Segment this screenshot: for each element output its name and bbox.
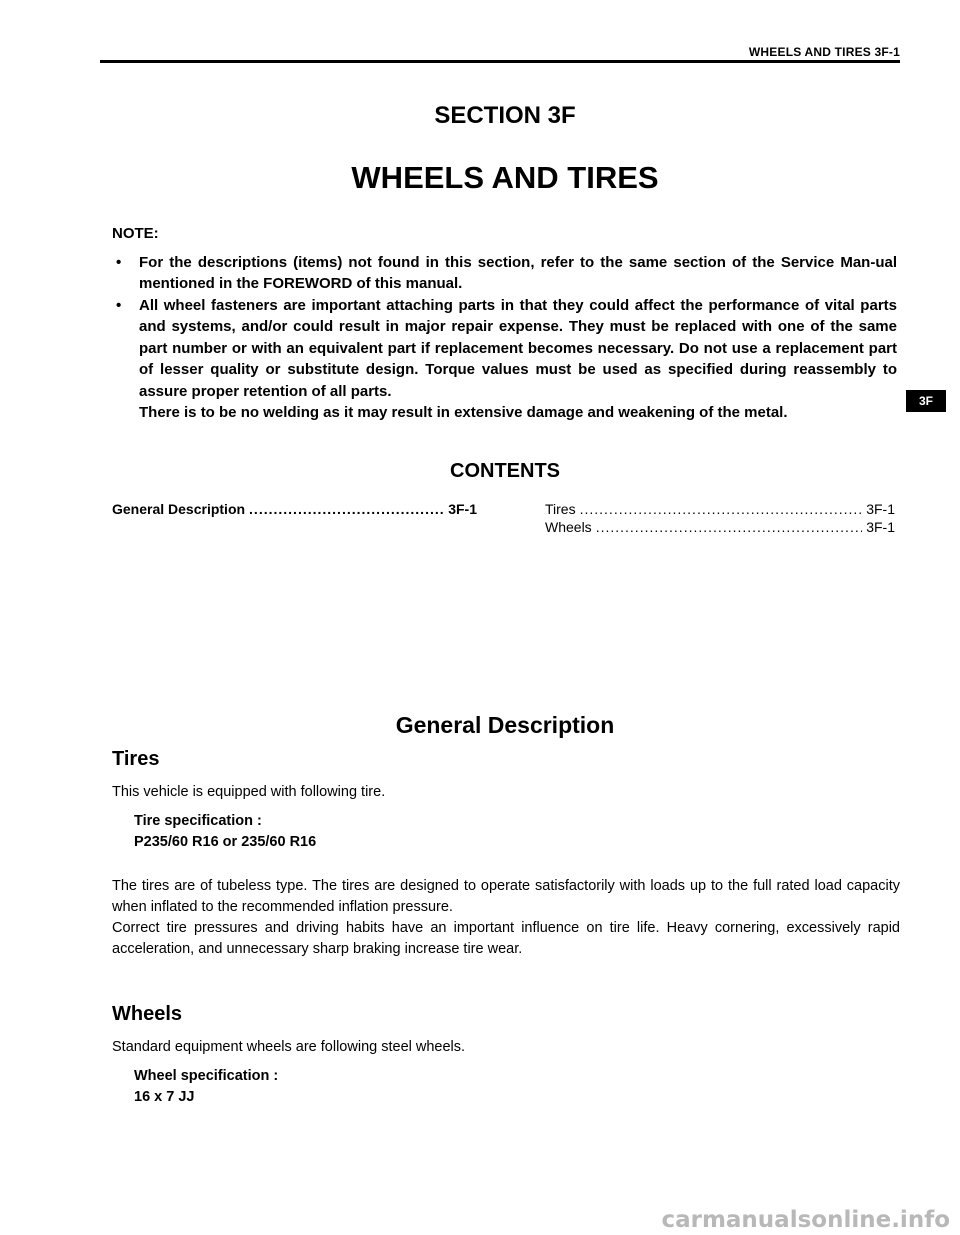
wheels-heading: Wheels: [112, 1003, 183, 1025]
toc-leader: [596, 517, 863, 537]
toc-entry-tires[interactable]: [545, 499, 895, 519]
bullet-icon: •: [116, 296, 122, 314]
note-item-text: For the descriptions (items) not found in this section, refer to the same section of the Service Man-ual mentioned in the FOREWORD of this manual.: [139, 253, 897, 292]
toc-entry-title: Wheels: [545, 519, 592, 535]
tires-description: [112, 876, 900, 960]
note-item: [112, 252, 897, 295]
header-rule: [100, 60, 900, 63]
bullet-icon: •: [116, 253, 122, 271]
toc-entry-wheels[interactable]: [545, 517, 895, 537]
toc-entry-general-description[interactable]: [112, 499, 477, 519]
note-item: [112, 295, 897, 424]
note-warning-text: There is to be no welding as it may result in extensive damage and weakening of the metal.: [139, 404, 788, 421]
toc-entry-title: General Description: [112, 501, 246, 517]
toc-entry-page: 3F-1: [866, 519, 895, 535]
tires-desc-paragraph-1: The tires are of tubeless type. The tires are designed to operate satisfactorily with loads up to the full rated load capacity when inflated to the recommended inflation pressure.: [112, 878, 900, 915]
section-tab: 3F: [906, 390, 946, 412]
tire-spec-value: P235/60 R16 or 235/60 R16: [134, 834, 317, 850]
wheels-intro: Standard equipment wheels are following steel wheels.: [112, 1039, 466, 1055]
tires-intro: This vehicle is equipped with following tire.: [112, 784, 386, 800]
section-title: WHEELS AND TIRES: [351, 160, 659, 195]
section-number: SECTION 3F: [434, 102, 576, 129]
toc-entry-page: 3F-1: [448, 501, 477, 517]
toc-entry-title: Tires: [545, 501, 576, 517]
wheel-spec-value: 16 x 7 JJ: [134, 1089, 195, 1105]
running-header: WHEELS AND TIRES 3F-1: [748, 45, 900, 59]
contents-heading: CONTENTS: [450, 460, 560, 482]
tire-spec-label: Tire specification :: [134, 813, 262, 829]
toc-leader: [249, 499, 444, 519]
note-block: [112, 223, 897, 424]
tires-heading: Tires: [112, 748, 160, 770]
toc-entry-page: 3F-1: [866, 501, 895, 517]
tire-specification: [134, 811, 316, 853]
toc-leader: [580, 499, 863, 519]
wheel-spec-label: Wheel specification :: [134, 1068, 279, 1084]
general-description-heading: General Description: [395, 712, 615, 738]
watermark: carmanualsonline.info: [661, 1207, 950, 1233]
note-item-text: All wheel fasteners are important attaching parts in that they could affect the performance of vital parts and systems, and/or could result in major repair expense. They must be replaced with one of the same part number or with an equivalent part if replacement becomes necessary. Do not use a replacement part of lesser quality or substitute design. Torque values must be used as specified during reassembly to assure proper retention of all parts.: [139, 296, 897, 400]
wheel-specification: [134, 1066, 278, 1108]
tires-desc-paragraph-2: Correct tire pressures and driving habits have an important influence on tire life. Heavy cornering, excessively rapid acceleration, and unnecessary sharp braking increase tire wear.: [112, 920, 900, 957]
note-label: NOTE:: [112, 225, 159, 242]
